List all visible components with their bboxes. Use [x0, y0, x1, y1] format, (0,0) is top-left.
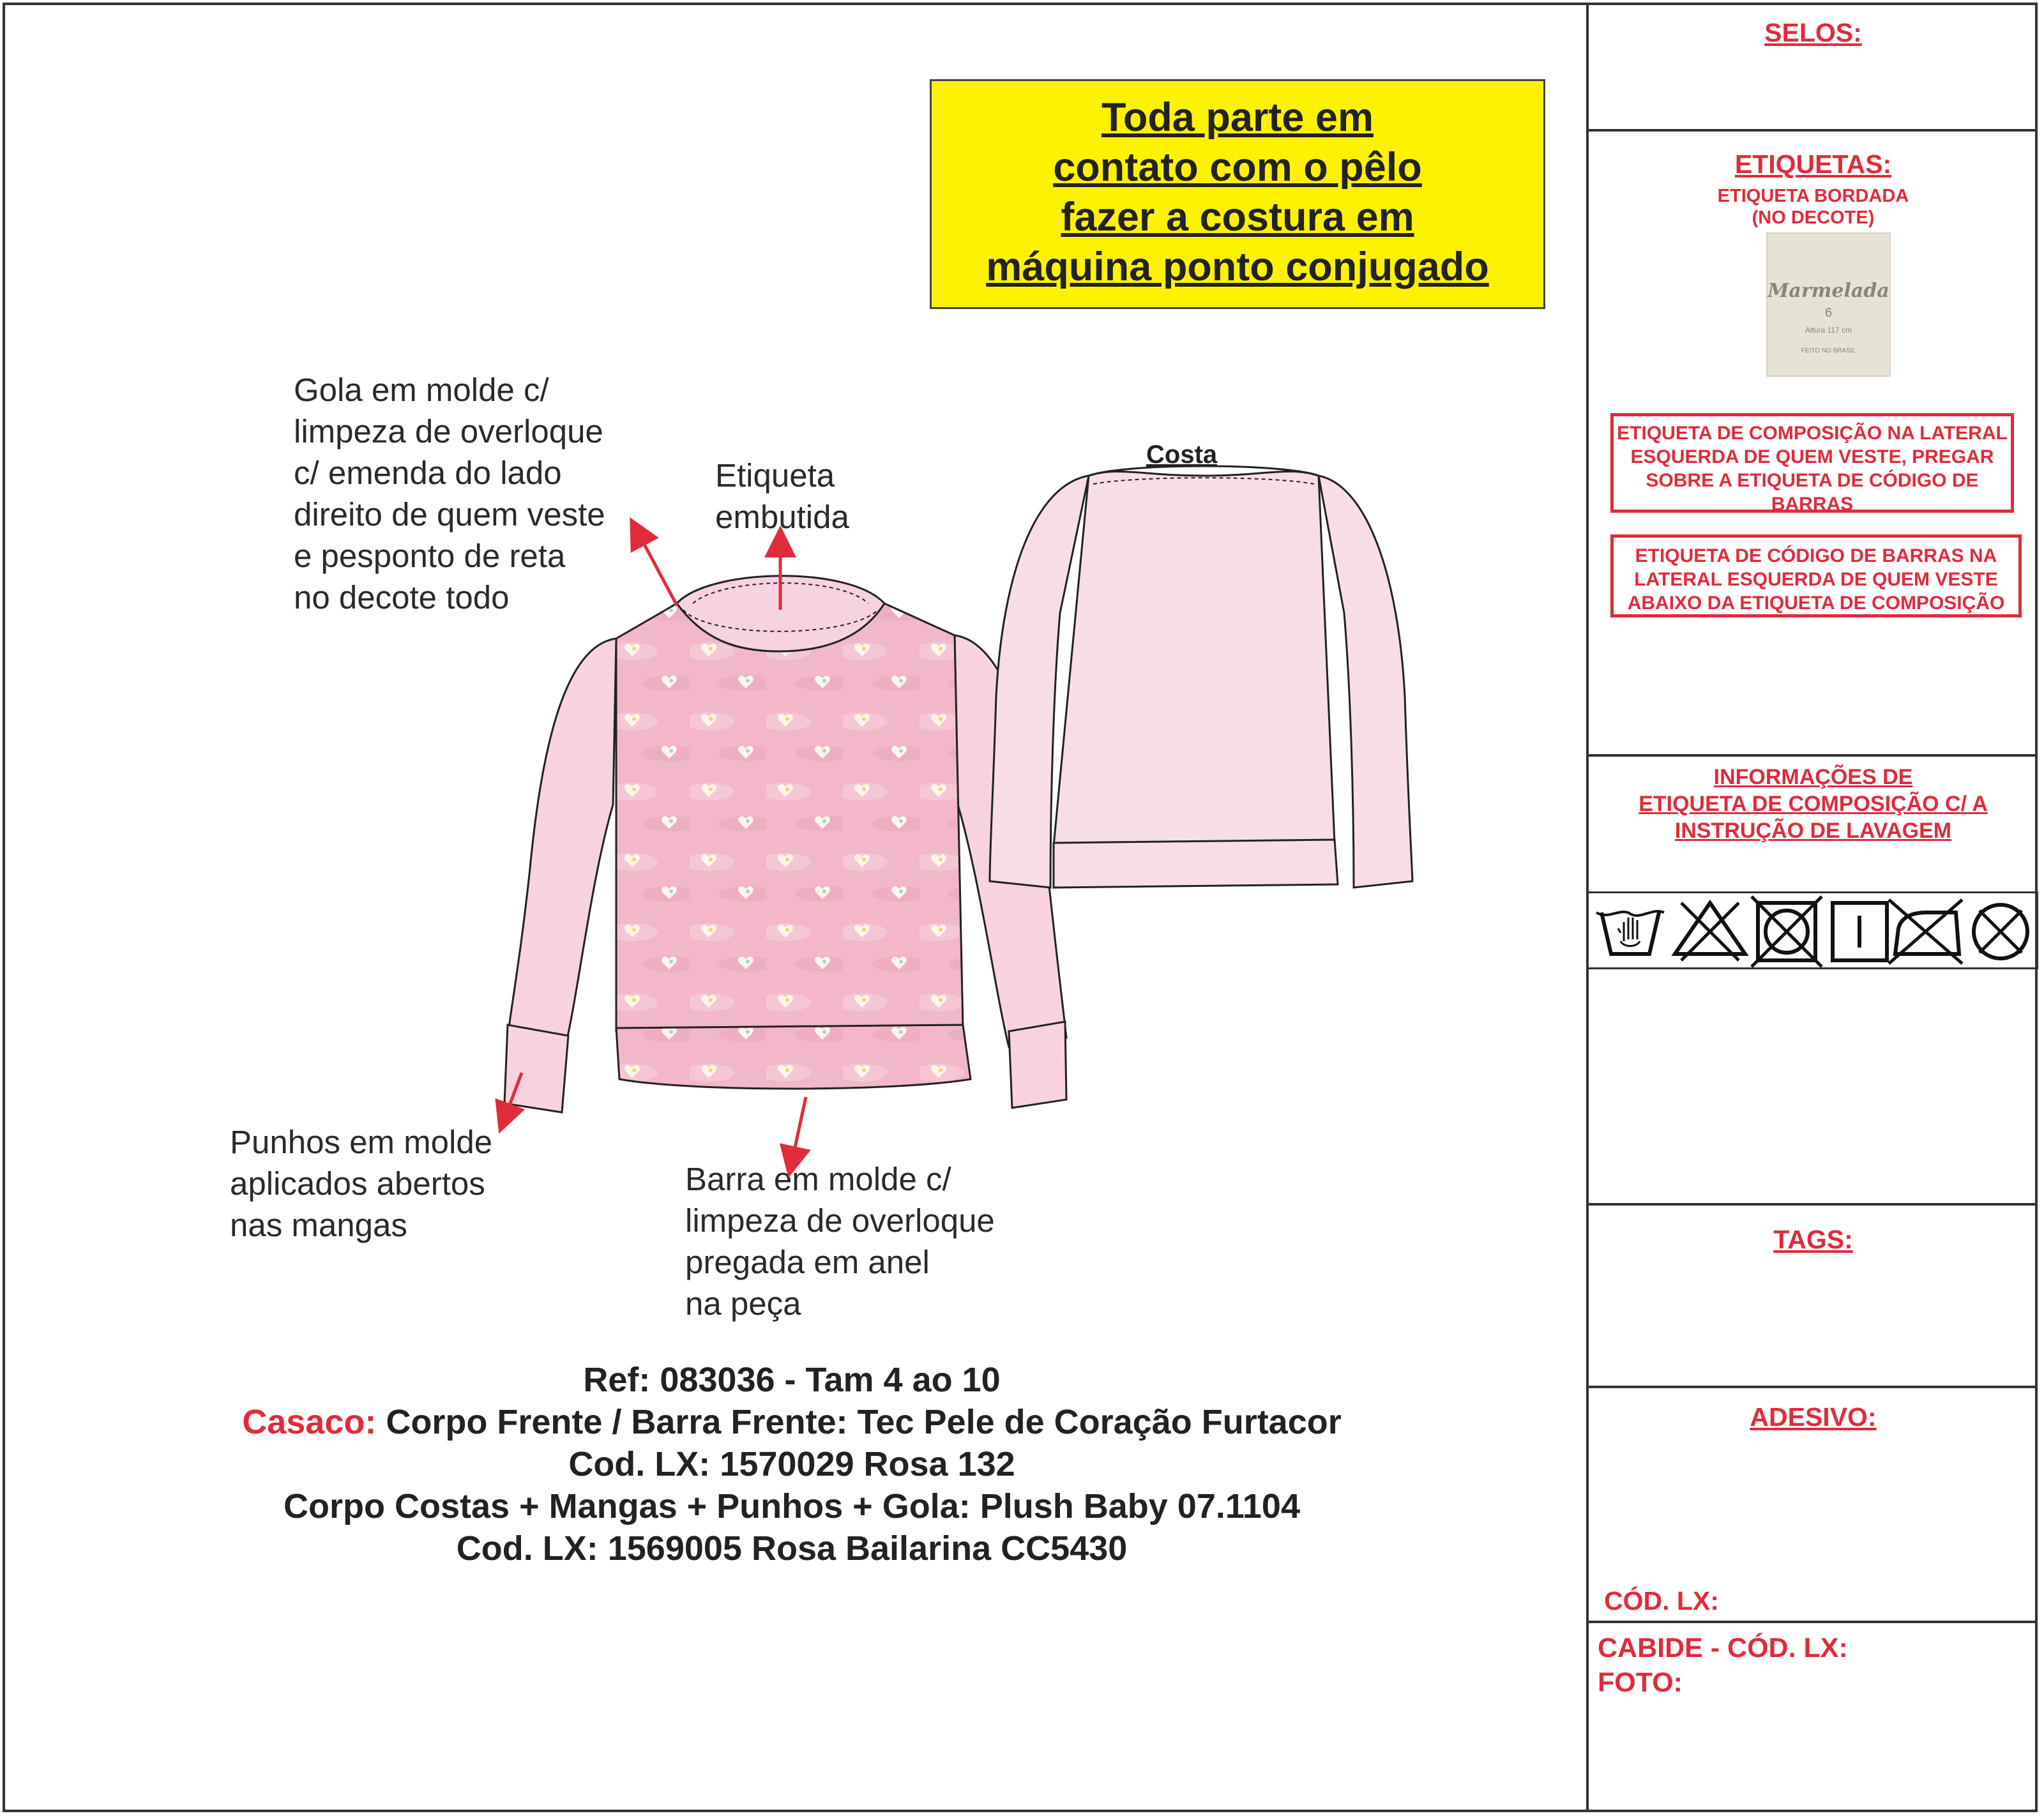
wash-info-line: INSTRUÇÃO DE LAVAGEM [1674, 819, 1952, 843]
label-height: Altura 117 cm [1805, 326, 1852, 335]
annotation-gola: Gola em molde c/ limpeza de overloque c/ emenda do lado direito de quem veste e pesponto de reta no decote todo [294, 372, 605, 616]
wash-info-heading [1589, 764, 2038, 844]
label-made: FEITO NO BRASIL [1801, 347, 1856, 354]
etiquetas-heading: ETIQUETAS: [1734, 149, 1892, 179]
cabide-foto [1598, 1631, 1848, 1700]
divider [1586, 1621, 2038, 1623]
cod-lx-label: CÓD. LX: [1604, 1586, 1719, 1615]
no-iron-icon [1889, 900, 1962, 964]
spec-casaco [153, 1401, 1430, 1443]
tags-heading: TAGS: [1773, 1225, 1853, 1254]
no-dry-clean-icon [1974, 905, 2027, 958]
composition-label-note: ETIQUETA DE COMPOSIÇÃO NA LATERAL ESQUERDA DE QUEM VESTE, PREGAR SOBRE A ETIQUETA DE CÓDIGO DE BARRAS [1610, 413, 2014, 513]
no-decote-text: (NO DECOTE) [1752, 208, 1875, 228]
etiqueta-bordada [1589, 185, 2038, 229]
barcode-label-note: ETIQUETA DE CÓDIGO DE BARRAS NA LATERAL ESQUERDA DE QUEM VESTE ABAIXO DA ETIQUETA DE COMPOSIÇÃO [1610, 534, 2022, 617]
no-tumble-dry-icon [1752, 897, 1822, 967]
cabide-label: CABIDE - CÓD. LX: [1598, 1633, 1848, 1663]
etiqueta-bordada-text: ETIQUETA BORDADA [1717, 186, 1909, 206]
foto-label: FOTO: [1598, 1667, 1683, 1698]
notice-line: contato com o pêlo [1053, 145, 1422, 190]
wash-info-line: INFORMAÇÕES DE [1713, 765, 1913, 789]
annotation-barra: Barra em molde c/ limpeza de overloque pregada em anel na peça [685, 1161, 995, 1322]
care-symbols [1589, 891, 2038, 969]
spec-line4: Corpo Costas + Mangas + Punhos + Gola: Plush Baby 07.1104 [284, 1487, 1300, 1525]
notice-line: fazer a costura em [1061, 195, 1414, 239]
spec-cod1: Cod. LX: 1570029 Rosa 132 [568, 1445, 1015, 1483]
back-view [990, 466, 1412, 888]
back-view-label: Costa [1146, 441, 1218, 469]
divider [1586, 129, 2038, 132]
brand-label-image [1766, 232, 1891, 377]
annotation-etiqueta: Etiqueta embutida [715, 457, 849, 535]
divider [1586, 1203, 2038, 1206]
spec-casaco-label: Casaco: [242, 1403, 377, 1441]
adesivo-heading: ADESIVO: [1750, 1402, 1877, 1432]
annotation-punhos: Punhos em molde aplicados abertos nas mangas [230, 1124, 493, 1243]
notice-line: máquina ponto conjugado [986, 245, 1489, 289]
no-bleach-icon [1675, 903, 1745, 960]
divider [1586, 1386, 2038, 1388]
front-view [504, 576, 1066, 1112]
label-size: 6 [1824, 306, 1833, 320]
spec-ref: Ref: 083036 - Tam 4 ao 10 [583, 1361, 1001, 1399]
label-brand: Marmelada [1768, 280, 1889, 302]
divider [1586, 754, 2038, 757]
spec-cod2: Cod. LX: 1569005 Rosa Bailarina CC5430 [456, 1529, 1128, 1568]
selos-heading: SELOS: [1764, 18, 1862, 47]
spec-casaco-text: Corpo Frente / Barra Frente: Tec Pele de Coração Furtacor [386, 1403, 1342, 1441]
line-dry-icon [1833, 903, 1887, 960]
wash-info-line: ETIQUETA DE COMPOSIÇÃO C/ A [1639, 792, 1988, 816]
notice-line: Toda parte em [1101, 95, 1374, 140]
hand-wash-icon [1596, 911, 1664, 954]
